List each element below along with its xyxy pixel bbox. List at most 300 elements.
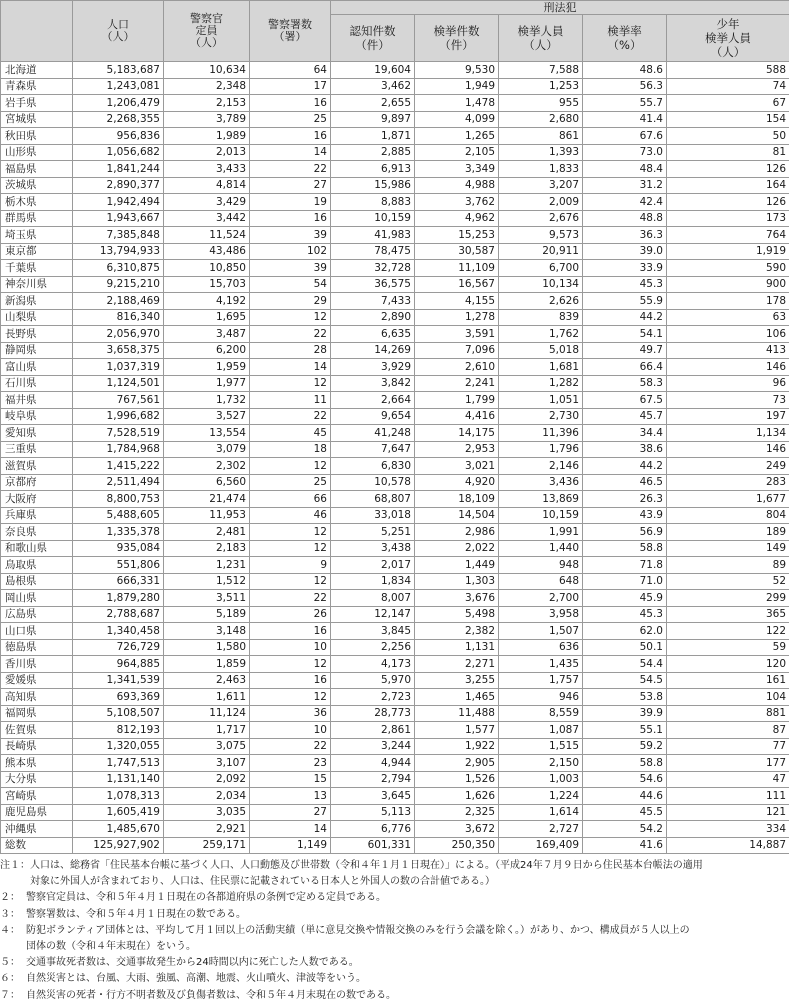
value-cell: 1,087	[499, 722, 583, 739]
value-cell: 10,634	[164, 62, 250, 79]
table-row	[1, 326, 789, 343]
value-cell: 26	[250, 606, 331, 623]
value-cell: 1,949	[415, 78, 499, 95]
value-cell: 46	[250, 507, 331, 524]
value-cell: 42.4	[583, 194, 667, 211]
value-cell: 54.5	[583, 672, 667, 689]
table-body	[1, 62, 789, 854]
prefecture-cell: 長野県	[1, 326, 73, 343]
value-cell: 1,124,501	[73, 375, 164, 392]
prefecture-cell: 山形県	[1, 144, 73, 161]
value-cell: 1,134	[667, 425, 789, 442]
value-cell: 839	[499, 309, 583, 326]
value-cell: 764	[667, 227, 789, 244]
value-cell: 11,488	[415, 705, 499, 722]
value-cell: 861	[499, 128, 583, 145]
value-cell: 7,096	[415, 342, 499, 359]
table-row	[1, 227, 789, 244]
value-cell: 33,018	[331, 507, 415, 524]
value-cell: 9,654	[331, 408, 415, 425]
value-cell: 74	[667, 78, 789, 95]
value-cell: 45	[250, 425, 331, 442]
value-cell: 1,996,682	[73, 408, 164, 425]
value-cell: 10	[250, 639, 331, 656]
header-penal-code-group: 刑法犯	[331, 1, 789, 15]
value-cell: 2,188,469	[73, 293, 164, 310]
value-cell: 1,614	[499, 804, 583, 821]
value-cell: 2,921	[164, 821, 250, 838]
footnote-marker: 注１：	[0, 858, 30, 890]
value-cell: 7,528,519	[73, 425, 164, 442]
table-row	[1, 62, 789, 79]
table-row	[1, 128, 789, 145]
value-cell: 189	[667, 524, 789, 541]
value-cell: 1,253	[499, 78, 583, 95]
value-cell: 58.3	[583, 375, 667, 392]
table-row	[1, 722, 789, 739]
prefecture-cell: 岩手県	[1, 95, 73, 112]
value-cell: 25	[250, 474, 331, 491]
table-row	[1, 144, 789, 161]
table-row	[1, 309, 789, 326]
value-cell: 9,530	[415, 62, 499, 79]
table-row	[1, 78, 789, 95]
value-cell: 6,560	[164, 474, 250, 491]
value-cell: 197	[667, 408, 789, 425]
table-row	[1, 161, 789, 178]
value-cell: 28	[250, 342, 331, 359]
value-cell: 120	[667, 656, 789, 673]
value-cell: 2,183	[164, 540, 250, 557]
table-row	[1, 705, 789, 722]
header-police-stations: 警察署数 （署）	[250, 1, 331, 62]
value-cell: 154	[667, 111, 789, 128]
prefecture-cell: 鳥取県	[1, 557, 73, 574]
table-row	[1, 243, 789, 260]
value-cell: 38.6	[583, 441, 667, 458]
value-cell: 12	[250, 656, 331, 673]
value-cell: 2,348	[164, 78, 250, 95]
value-cell: 48.6	[583, 62, 667, 79]
prefecture-cell: 静岡県	[1, 342, 73, 359]
value-cell: 5,108,507	[73, 705, 164, 722]
value-cell: 58.8	[583, 755, 667, 772]
corner-header	[1, 1, 73, 62]
value-cell: 1,243,081	[73, 78, 164, 95]
value-cell: 59	[667, 639, 789, 656]
header-police-officers: 警察官 定員 （人）	[164, 1, 250, 62]
value-cell: 45.3	[583, 606, 667, 623]
value-cell: 20,911	[499, 243, 583, 260]
value-cell: 1,320,055	[73, 738, 164, 755]
table-row	[1, 771, 789, 788]
table-row	[1, 590, 789, 607]
value-cell: 96	[667, 375, 789, 392]
value-cell: 71.8	[583, 557, 667, 574]
value-cell: 149	[667, 540, 789, 557]
value-cell: 1,577	[415, 722, 499, 739]
table-row	[1, 656, 789, 673]
value-cell: 1,056,682	[73, 144, 164, 161]
value-cell: 2,680	[499, 111, 583, 128]
value-cell: 18	[250, 441, 331, 458]
value-cell: 4,099	[415, 111, 499, 128]
prefecture-cell: 富山県	[1, 359, 73, 376]
value-cell: 13,869	[499, 491, 583, 508]
value-cell: 34.4	[583, 425, 667, 442]
value-cell: 1,959	[164, 359, 250, 376]
footnote-item	[0, 890, 789, 906]
header-recognized-cases: 認知件数 （件）	[331, 15, 415, 62]
value-cell: 39.9	[583, 705, 667, 722]
value-cell: 1,747,513	[73, 755, 164, 772]
value-cell: 1,871	[331, 128, 415, 145]
value-cell: 3,591	[415, 326, 499, 343]
prefecture-cell: 大阪府	[1, 491, 73, 508]
value-cell: 30,587	[415, 243, 499, 260]
value-cell: 1,206,479	[73, 95, 164, 112]
value-cell: 52	[667, 573, 789, 590]
value-cell: 59.2	[583, 738, 667, 755]
value-cell: 3,845	[331, 623, 415, 640]
footnote-text: 自然災害の死者・行方不明者数及び負傷者数は、令和５年４月末現在の数である。	[26, 988, 789, 1004]
value-cell: 169,409	[499, 837, 583, 854]
value-cell: 16	[250, 95, 331, 112]
value-cell: 12	[250, 689, 331, 706]
prefecture-cell: 岡山県	[1, 590, 73, 607]
value-cell: 2,700	[499, 590, 583, 607]
footnote-item	[0, 955, 789, 971]
value-cell: 935,084	[73, 540, 164, 557]
value-cell: 1,131	[415, 639, 499, 656]
value-cell: 12	[250, 309, 331, 326]
prefecture-cell: 愛知県	[1, 425, 73, 442]
footnote-text: 警察署数は、令和５年４月１日現在の数である。	[26, 907, 789, 923]
value-cell: 6,310,875	[73, 260, 164, 277]
value-cell: 6,635	[331, 326, 415, 343]
value-cell: 2,256	[331, 639, 415, 656]
header-population: 人口 （人）	[73, 1, 164, 62]
value-cell: 3,207	[499, 177, 583, 194]
value-cell: 1,942,494	[73, 194, 164, 211]
value-cell: 1,131,140	[73, 771, 164, 788]
value-cell: 50.1	[583, 639, 667, 656]
value-cell: 1,989	[164, 128, 250, 145]
value-cell: 66.4	[583, 359, 667, 376]
value-cell: 41.4	[583, 111, 667, 128]
value-cell: 283	[667, 474, 789, 491]
value-cell: 334	[667, 821, 789, 838]
value-cell: 1,757	[499, 672, 583, 689]
table-row	[1, 425, 789, 442]
value-cell: 812,193	[73, 722, 164, 739]
value-cell: 1,335,378	[73, 524, 164, 541]
table-row	[1, 557, 789, 574]
prefecture-cell: 兵庫県	[1, 507, 73, 524]
value-cell: 22	[250, 408, 331, 425]
value-cell: 3,438	[331, 540, 415, 557]
value-cell: 10,159	[499, 507, 583, 524]
value-cell: 3,349	[415, 161, 499, 178]
value-cell: 948	[499, 557, 583, 574]
value-cell: 36.3	[583, 227, 667, 244]
footnote-marker: ５：	[0, 955, 26, 971]
prefecture-cell: 滋賀県	[1, 458, 73, 475]
value-cell: 2,013	[164, 144, 250, 161]
value-cell: 11,396	[499, 425, 583, 442]
value-cell: 66	[250, 491, 331, 508]
value-cell: 9,215,210	[73, 276, 164, 293]
table-row	[1, 210, 789, 227]
table-row	[1, 342, 789, 359]
table-row	[1, 276, 789, 293]
value-cell: 2,017	[331, 557, 415, 574]
value-cell: 6,700	[499, 260, 583, 277]
value-cell: 2,105	[415, 144, 499, 161]
value-cell: 67.5	[583, 392, 667, 409]
value-cell: 1,834	[331, 573, 415, 590]
value-cell: 2,730	[499, 408, 583, 425]
value-cell: 2,664	[331, 392, 415, 409]
value-cell: 6,200	[164, 342, 250, 359]
value-cell: 1,512	[164, 573, 250, 590]
value-cell: 46.5	[583, 474, 667, 491]
value-cell: 1,449	[415, 557, 499, 574]
table-row	[1, 359, 789, 376]
value-cell: 16,567	[415, 276, 499, 293]
value-cell: 3,842	[331, 375, 415, 392]
value-cell: 14,175	[415, 425, 499, 442]
value-cell: 299	[667, 590, 789, 607]
table-row	[1, 540, 789, 557]
value-cell: 67.6	[583, 128, 667, 145]
value-cell: 2,861	[331, 722, 415, 739]
footnote-text: 防犯ボランティア団体とは、平均して月１回以上の活動実績（単に意見交換や情報交換のみを行う会議を除く。）があり、かつ、構成員が５人以上の 団体の数（令和４年末現在）をいう。	[26, 923, 789, 955]
table-row	[1, 177, 789, 194]
value-cell: 15,986	[331, 177, 415, 194]
value-cell: 955	[499, 95, 583, 112]
value-cell: 1,265	[415, 128, 499, 145]
value-cell: 2,953	[415, 441, 499, 458]
value-cell: 1,341,539	[73, 672, 164, 689]
value-cell: 2,241	[415, 375, 499, 392]
value-cell: 5,498	[415, 606, 499, 623]
value-cell: 5,970	[331, 672, 415, 689]
prefecture-cell: 徳島県	[1, 639, 73, 656]
prefecture-cell: 宮城県	[1, 111, 73, 128]
value-cell: 2,009	[499, 194, 583, 211]
value-cell: 5,113	[331, 804, 415, 821]
table-row	[1, 639, 789, 656]
footnote-text: 自然災害とは、台風、大雨、強風、高潮、地震、火山噴火、津波等をいう。	[26, 971, 789, 987]
value-cell: 16	[250, 128, 331, 145]
value-cell: 1,717	[164, 722, 250, 739]
value-cell: 67	[667, 95, 789, 112]
value-cell: 2,890	[331, 309, 415, 326]
value-cell: 45.9	[583, 590, 667, 607]
value-cell: 27	[250, 804, 331, 821]
value-cell: 4,920	[415, 474, 499, 491]
value-cell: 956,836	[73, 128, 164, 145]
prefecture-cell: 和歌山県	[1, 540, 73, 557]
value-cell: 4,155	[415, 293, 499, 310]
value-cell: 71.0	[583, 573, 667, 590]
value-cell: 106	[667, 326, 789, 343]
footnote-text: 警察官定員は、令和５年４月１日現在の各都道府県の条例で定める定員である。	[26, 890, 789, 906]
value-cell: 63	[667, 309, 789, 326]
value-cell: 1,507	[499, 623, 583, 640]
prefecture-cell: 広島県	[1, 606, 73, 623]
prefecture-cell: 島根県	[1, 573, 73, 590]
value-cell: 43.9	[583, 507, 667, 524]
value-cell: 5,488,605	[73, 507, 164, 524]
value-cell: 2,146	[499, 458, 583, 475]
table-row	[1, 458, 789, 475]
value-cell: 249	[667, 458, 789, 475]
value-cell: 5,183,687	[73, 62, 164, 79]
value-cell: 21,474	[164, 491, 250, 508]
value-cell: 1,695	[164, 309, 250, 326]
value-cell: 44.2	[583, 458, 667, 475]
total-row	[1, 837, 789, 854]
value-cell: 68,807	[331, 491, 415, 508]
table-row	[1, 260, 789, 277]
value-cell: 14	[250, 359, 331, 376]
value-cell: 2,511,494	[73, 474, 164, 491]
value-cell: 41,248	[331, 425, 415, 442]
value-cell: 5,018	[499, 342, 583, 359]
value-cell: 56.9	[583, 524, 667, 541]
value-cell: 3,429	[164, 194, 250, 211]
value-cell: 54.2	[583, 821, 667, 838]
value-cell: 10,159	[331, 210, 415, 227]
value-cell: 1,919	[667, 243, 789, 260]
value-cell: 3,442	[164, 210, 250, 227]
value-cell: 45.3	[583, 276, 667, 293]
value-cell: 14,887	[667, 837, 789, 854]
value-cell: 804	[667, 507, 789, 524]
value-cell: 45.5	[583, 804, 667, 821]
value-cell: 14,504	[415, 507, 499, 524]
table-row	[1, 375, 789, 392]
value-cell: 2,788,687	[73, 606, 164, 623]
value-cell: 104	[667, 689, 789, 706]
prefecture-cell: 大分県	[1, 771, 73, 788]
footnote-marker: ７：	[0, 988, 26, 1004]
value-cell: 12	[250, 573, 331, 590]
prefecture-cell: 宮崎県	[1, 788, 73, 805]
value-cell: 1,841,244	[73, 161, 164, 178]
value-cell: 1,478	[415, 95, 499, 112]
value-cell: 8,007	[331, 590, 415, 607]
value-cell: 4,416	[415, 408, 499, 425]
value-cell: 1,943,667	[73, 210, 164, 227]
value-cell: 178	[667, 293, 789, 310]
value-cell: 44.2	[583, 309, 667, 326]
value-cell: 1,003	[499, 771, 583, 788]
value-cell: 7,588	[499, 62, 583, 79]
footnotes	[0, 858, 789, 1004]
prefecture-cell: 愛媛県	[1, 672, 73, 689]
value-cell: 27	[250, 177, 331, 194]
value-cell: 22	[250, 590, 331, 607]
value-cell: 73.0	[583, 144, 667, 161]
value-cell: 2,727	[499, 821, 583, 838]
value-cell: 50	[667, 128, 789, 145]
value-cell: 23	[250, 755, 331, 772]
value-cell: 2,794	[331, 771, 415, 788]
footnote-item	[0, 988, 789, 1004]
value-cell: 3,676	[415, 590, 499, 607]
header-juvenile-arrests: 少年 検挙人員 （人）	[667, 15, 789, 62]
value-cell: 25	[250, 111, 331, 128]
value-cell: 64	[250, 62, 331, 79]
table-row	[1, 491, 789, 508]
value-cell: 81	[667, 144, 789, 161]
value-cell: 259,171	[164, 837, 250, 854]
prefecture-cell: 岐阜県	[1, 408, 73, 425]
value-cell: 726,729	[73, 639, 164, 656]
value-cell: 3,462	[331, 78, 415, 95]
value-cell: 3,511	[164, 590, 250, 607]
value-cell: 4,988	[415, 177, 499, 194]
value-cell: 73	[667, 392, 789, 409]
value-cell: 28,773	[331, 705, 415, 722]
value-cell: 1,051	[499, 392, 583, 409]
value-cell: 1,078,313	[73, 788, 164, 805]
footnote-item	[0, 907, 789, 923]
value-cell: 16	[250, 672, 331, 689]
value-cell: 15,703	[164, 276, 250, 293]
value-cell: 1,977	[164, 375, 250, 392]
footnote-item	[0, 971, 789, 987]
value-cell: 47	[667, 771, 789, 788]
value-cell: 3,958	[499, 606, 583, 623]
value-cell: 2,382	[415, 623, 499, 640]
table-row	[1, 95, 789, 112]
value-cell: 55.7	[583, 95, 667, 112]
value-cell: 3,658,375	[73, 342, 164, 359]
value-cell: 7,433	[331, 293, 415, 310]
value-cell: 3,527	[164, 408, 250, 425]
value-cell: 1,340,458	[73, 623, 164, 640]
value-cell: 4,944	[331, 755, 415, 772]
value-cell: 881	[667, 705, 789, 722]
value-cell: 1,833	[499, 161, 583, 178]
value-cell: 1,231	[164, 557, 250, 574]
value-cell: 29	[250, 293, 331, 310]
value-cell: 3,672	[415, 821, 499, 838]
value-cell: 1,149	[250, 837, 331, 854]
value-cell: 146	[667, 441, 789, 458]
value-cell: 14	[250, 144, 331, 161]
prefecture-cell: 東京都	[1, 243, 73, 260]
prefecture-cell: 秋田県	[1, 128, 73, 145]
prefecture-cell: 茨城県	[1, 177, 73, 194]
value-cell: 1,681	[499, 359, 583, 376]
value-cell: 31.2	[583, 177, 667, 194]
value-cell: 6,776	[331, 821, 415, 838]
value-cell: 2,676	[499, 210, 583, 227]
value-cell: 12,147	[331, 606, 415, 623]
value-cell: 87	[667, 722, 789, 739]
value-cell: 8,800,753	[73, 491, 164, 508]
prefecture-cell: 三重県	[1, 441, 73, 458]
value-cell: 1,282	[499, 375, 583, 392]
value-cell: 1,859	[164, 656, 250, 673]
value-cell: 26.3	[583, 491, 667, 508]
value-cell: 767,561	[73, 392, 164, 409]
